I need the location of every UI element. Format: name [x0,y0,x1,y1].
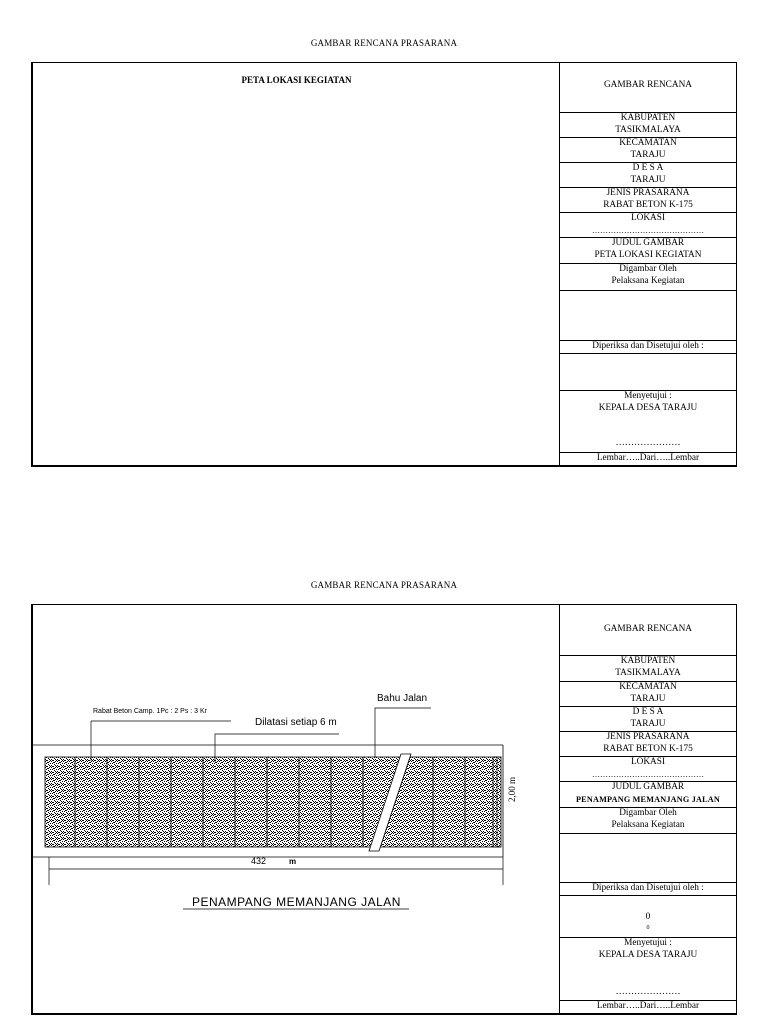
lokasi-cell [560,212,736,236]
diperiksa-label: Diperiksa dan Disetujui oleh : [560,882,736,895]
judul-gambar-label: JUDUL GAMBAR [611,782,685,792]
kecamatan-cell [560,137,736,161]
section-caption: PENAMPANG MEMANJANG JALAN [192,895,401,909]
digambar-value: Pelaksana Kegiatan [611,819,685,830]
jenis-prasarana-cell [560,187,736,211]
digambar-cell [560,263,736,287]
kecamatan-label: KECAMATAN [619,138,677,148]
sign-dots: ………………… [615,987,681,997]
judul-gambar-cell [560,237,736,261]
kabupaten-cell [560,655,736,679]
lokasi-cell [560,756,736,780]
kabupaten-label: KABUPATEN [620,656,676,666]
sheet2-frame [31,604,737,1015]
desa-cell [560,162,736,186]
kabupaten-cell [560,112,736,136]
digambar-sign-space [560,833,736,882]
sheet1-title-block [560,63,736,465]
dilatasi-label: Dilatasi setiap 6 m [255,717,337,728]
judul-gambar-label: JUDUL GAMBAR [611,238,685,248]
sheet2-header: GAMBAR RENCANA PRASARANA [310,580,458,590]
sign-dots: ………………… [615,438,681,448]
menyetujui-label: Menyetujui : [624,938,672,948]
menyetujui-cell [560,937,736,961]
sheet2-title-block [560,605,736,1013]
length-value: 432 [251,856,267,866]
digambar-cell [560,807,736,831]
kecamatan-label: KECAMATAN [619,682,677,692]
gambar-rencana-label: GAMBAR RENCANA [603,80,693,90]
desa-value: TARAJU [630,174,666,185]
desa-value: TARAJU [630,718,666,729]
judul-gambar-value: PETA LOKASI KEGIATAN [594,249,702,260]
lokasi-value: …………………………………… [592,225,704,235]
length-dimension [49,857,503,885]
jenis-prasarana-label: JENIS PRASARANA [606,188,690,198]
kepala-desa-label: KEPALA DESA TARAJU [598,402,698,413]
diperiksa-sign-space [560,895,736,937]
jenis-prasarana-cell [560,731,736,755]
longitudinal-section-drawing [33,605,560,1016]
lokasi-value: …………………………………… [592,769,704,779]
rabat-beton-label: Rabat Beton Camp. 1Pc : 2 Ps : 3 Kr [93,708,207,715]
menyetujui-label: Menyetujui : [624,391,672,401]
lembar-label: Lembar…..Dari…..Lembar [560,452,736,465]
lokasi-label: LOKASI [630,213,666,223]
length-unit: m [289,857,297,866]
sheet1-drawing-area [33,63,560,465]
sheet1-frame [31,62,737,467]
kepala-desa-label: KEPALA DESA TARAJU [598,949,698,960]
sheet1-header: GAMBAR RENCANA PRASARANA [310,38,458,48]
sheet2-drawing-area [33,605,560,1013]
lokasi-label: LOKASI [630,757,666,767]
menyetujui-cell [560,390,736,414]
judul-gambar-cell [560,781,736,805]
kecamatan-value: TARAJU [630,693,666,704]
diperiksa-label: Diperiksa dan Disetujui oleh : [560,340,736,353]
desa-label: D E S A [632,163,664,173]
jenis-prasarana-label: JENIS PRASARANA [606,732,690,742]
jenis-prasarana-value: RABAT BETON K-175 [603,199,693,210]
lembar-label: Lembar…..Dari…..Lembar [560,1000,736,1013]
digambar-label: Digambar Oleh [619,808,677,818]
kecamatan-cell [560,681,736,705]
width-dimension-label: 2,00 m [507,776,517,802]
digambar-sign-space [560,290,736,340]
kabupaten-value: TASIKMALAYA [615,124,681,135]
kabupaten-value: TASIKMALAYA [615,667,681,678]
gambar-rencana-label: GAMBAR RENCANA [603,624,693,634]
sign-name: 0 [645,912,651,922]
map-title: PETA LOKASI KEGIATAN [241,75,352,85]
kabupaten-label: KABUPATEN [620,113,676,123]
desa-label: D E S A [632,707,664,717]
desa-cell [560,706,736,730]
judul-gambar-value: PENAMPANG MEMANJANG JALAN [575,794,721,804]
kecamatan-value: TARAJU [630,149,666,160]
jenis-prasarana-value: RABAT BETON K-175 [603,743,693,754]
bahu-jalan-label: Bahu Jalan [377,693,428,704]
digambar-value: Pelaksana Kegiatan [611,275,685,286]
digambar-label: Digambar Oleh [619,264,677,274]
diperiksa-sign-space [560,353,736,390]
sign-nip: 0 [646,924,650,931]
